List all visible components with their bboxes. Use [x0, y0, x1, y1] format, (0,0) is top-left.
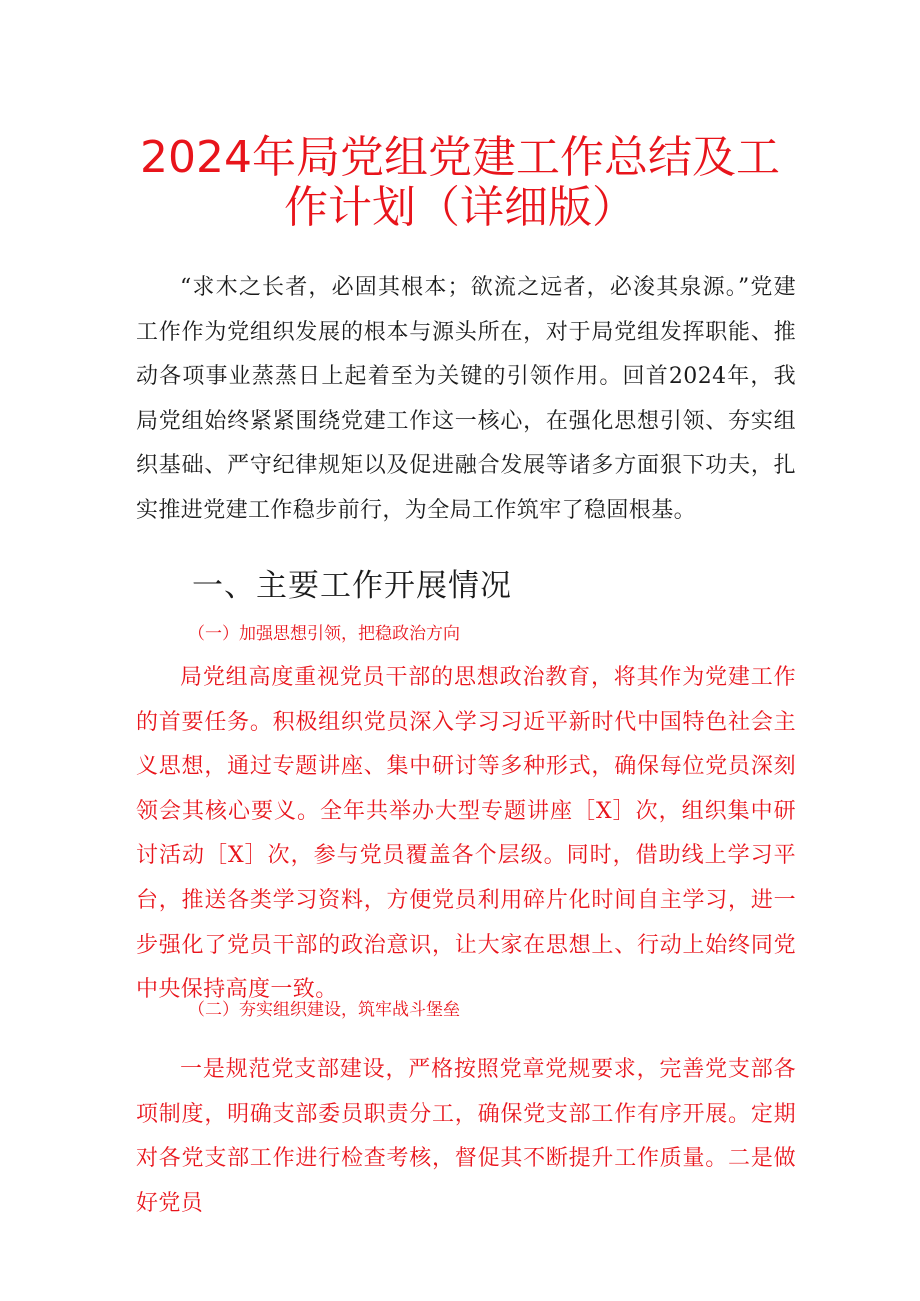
- document-title-line1: 2024年局党组党建工作总结及工: [140, 132, 780, 183]
- subsection2-heading: （二）夯实组织建设，筑牢战斗堡垒: [188, 1000, 460, 1020]
- subsection1-heading: （一）加强思想引领，把稳政治方向: [188, 624, 460, 644]
- intro-paragraph: “求木之长者，必固其根本；欲流之远者，必浚其泉源。”党建工作作为党组织发展的根本与源头所在，对于局党组发挥职能、推动各项事业蒸蒸日上起着至为关键的引领作用。回首2024年，我局党组始终紧紧围绕党建工作这一核心，在强化思想引领、夯实组织基础、严守纪律规矩以及促进融合发展等诸多方面狠下功夫，扎实推进党建工作稳步前行，为全局工作筑牢了稳固根基。: [136, 275, 796, 523]
- subsection1-body: 局党组高度重视党员干部的思想政治教育，将其作为党建工作的首要任务。积极组织党员深入学习习近平新时代中国特色社会主义思想，通过专题讲座、集中研讨等多种形式，确保每位党员深刻领会其核心要义。全年共举办大型专题讲座［X］次，组织集中研讨活动［X］次，参与党员覆盖各个层级。同时，借助线上学习平台，推送各类学习资料，方便党员利用碎片化时间自主学习，进一步强化了党员干部的政治意识，让大家在思想上、行动上始终同党中央保持高度一致。: [136, 665, 796, 1003]
- subsection2-body: 一是规范党支部建设，严格按照党章党规要求，完善党支部各项制度，明确支部委员职责分工，确保党支部工作有序开展。定期对各党支部工作进行检查考核，督促其不断提升工作质量。二是做好党员: [136, 1057, 796, 1216]
- document-title-line2: 作计划（详细版）: [284, 182, 636, 233]
- section1-heading: 一、主要工作开展情况: [192, 568, 512, 604]
